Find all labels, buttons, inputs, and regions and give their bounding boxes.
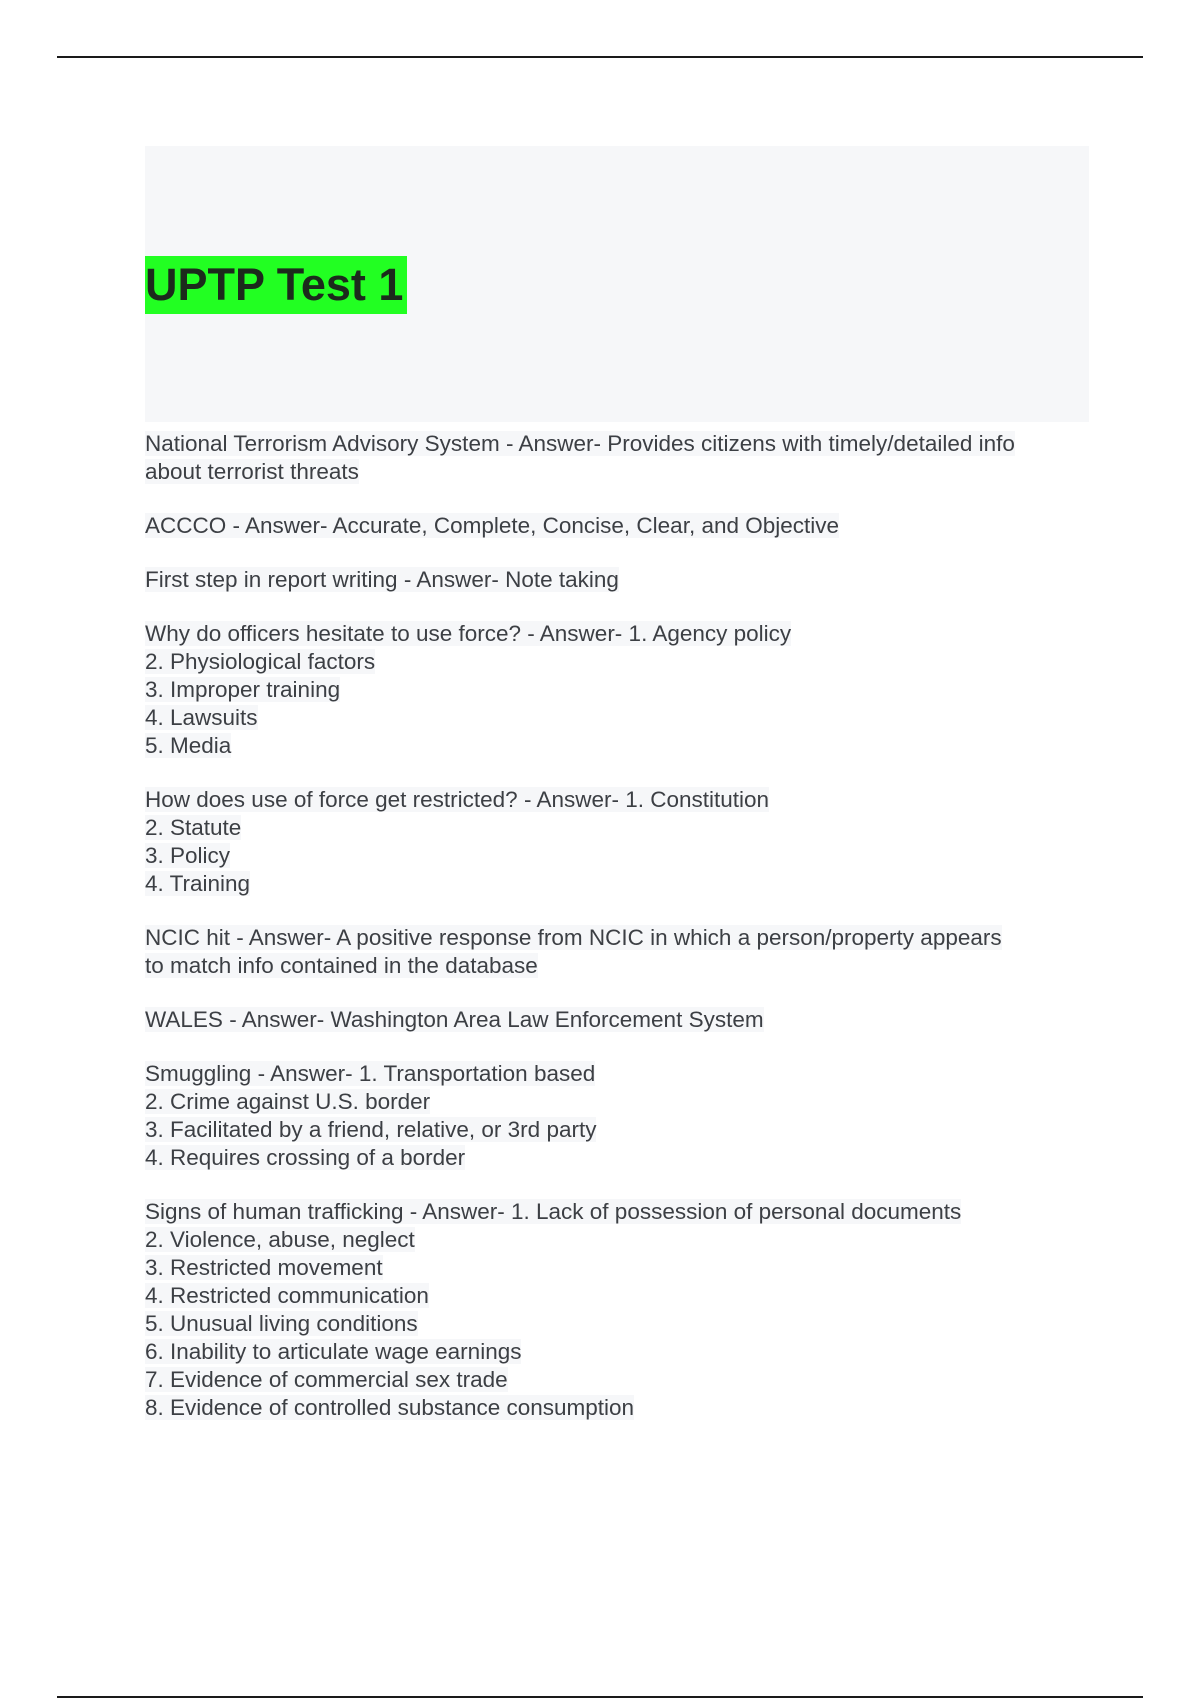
qa-entry [145, 1006, 1089, 1034]
qa-answer-line [145, 704, 1089, 732]
bottom-rule [57, 1696, 1143, 1698]
qa-text: 2. Violence, abuse, neglect [145, 1227, 415, 1252]
qa-text: National Terrorism Advisory System - Answer- Provides citizens with timely/detailed info [145, 431, 1015, 456]
qa-answer-line [145, 870, 1089, 898]
qa-text: NCIC hit - Answer- A positive response from NCIC in which a person/property appears [145, 925, 1002, 950]
qa-answer-line [145, 1116, 1089, 1144]
qa-text: 2. Statute [145, 815, 242, 840]
qa-text: How does use of force get restricted? - Answer- 1. Constitution [145, 787, 770, 812]
qa-text: 3. Policy [145, 843, 231, 868]
title-band [145, 146, 1089, 422]
qa-entry [145, 924, 1089, 980]
document-body [145, 146, 1089, 1448]
qa-answer-line [145, 1254, 1089, 1282]
qa-answer-line [145, 1088, 1089, 1116]
qa-text: 4. Lawsuits [145, 705, 258, 730]
document-title: UPTP Test 1 [145, 256, 407, 314]
qa-question-line [145, 620, 1089, 648]
qa-answer-line [145, 648, 1089, 676]
qa-answer-line [145, 1226, 1089, 1254]
qa-answer-line [145, 842, 1089, 870]
qa-entry [145, 512, 1089, 540]
qa-answer-line [145, 676, 1089, 704]
qa-text: 3. Facilitated by a friend, relative, or 3rd party [145, 1117, 597, 1142]
qa-text: WALES - Answer- Washington Area Law Enforcement System [145, 1007, 764, 1032]
qa-text: 7. Evidence of commercial sex trade [145, 1367, 508, 1392]
qa-text: 4. Requires crossing of a border [145, 1145, 466, 1170]
qa-text: First step in report writing - Answer- Note taking [145, 567, 619, 592]
qa-text: Smuggling - Answer- 1. Transportation based [145, 1061, 596, 1086]
qa-text: 6. Inability to articulate wage earnings [145, 1339, 522, 1364]
qa-entry [145, 566, 1089, 594]
qa-entry [145, 1198, 1089, 1422]
qa-answer-line [145, 1338, 1089, 1366]
qa-entry [145, 430, 1089, 486]
qa-text: about terrorist threats [145, 459, 359, 484]
qa-text: Why do officers hesitate to use force? - Answer- 1. Agency policy [145, 621, 792, 646]
qa-entry [145, 1060, 1089, 1172]
qa-question-line [145, 1060, 1089, 1088]
qa-answer-line [145, 952, 1089, 980]
qa-question-line [145, 786, 1089, 814]
qa-question-line [145, 566, 1089, 594]
qa-answer-line [145, 1144, 1089, 1172]
qa-answer-line [145, 732, 1089, 760]
qa-answer-line [145, 458, 1089, 486]
qa-answer-line [145, 1394, 1089, 1422]
qa-text: 3. Improper training [145, 677, 341, 702]
qa-text: 2. Physiological factors [145, 649, 376, 674]
qa-text: 4. Restricted communication [145, 1283, 429, 1308]
qa-question-line [145, 512, 1089, 540]
qa-question-line [145, 1198, 1089, 1226]
qa-answer-line [145, 1310, 1089, 1338]
qa-text: 2. Crime against U.S. border [145, 1089, 431, 1114]
qa-question-line [145, 430, 1089, 458]
top-rule [57, 56, 1143, 58]
qa-answer-line [145, 1282, 1089, 1310]
qa-text: 8. Evidence of controlled substance consumption [145, 1395, 635, 1420]
qa-text: 3. Restricted movement [145, 1255, 383, 1280]
qa-text: to match info contained in the database [145, 953, 538, 978]
qa-text: 5. Media [145, 733, 232, 758]
qa-entry [145, 620, 1089, 760]
qa-text: ACCCO - Answer- Accurate, Complete, Concise, Clear, and Objective [145, 513, 840, 538]
qa-list [145, 430, 1089, 1422]
qa-answer-line [145, 1366, 1089, 1394]
qa-text: 5. Unusual living conditions [145, 1311, 418, 1336]
qa-question-line [145, 1006, 1089, 1034]
qa-answer-line [145, 814, 1089, 842]
qa-text: Signs of human trafficking - Answer- 1. Lack of possession of personal documents [145, 1199, 962, 1224]
qa-question-line [145, 924, 1089, 952]
qa-text: 4. Training [145, 871, 251, 896]
qa-entry [145, 786, 1089, 898]
